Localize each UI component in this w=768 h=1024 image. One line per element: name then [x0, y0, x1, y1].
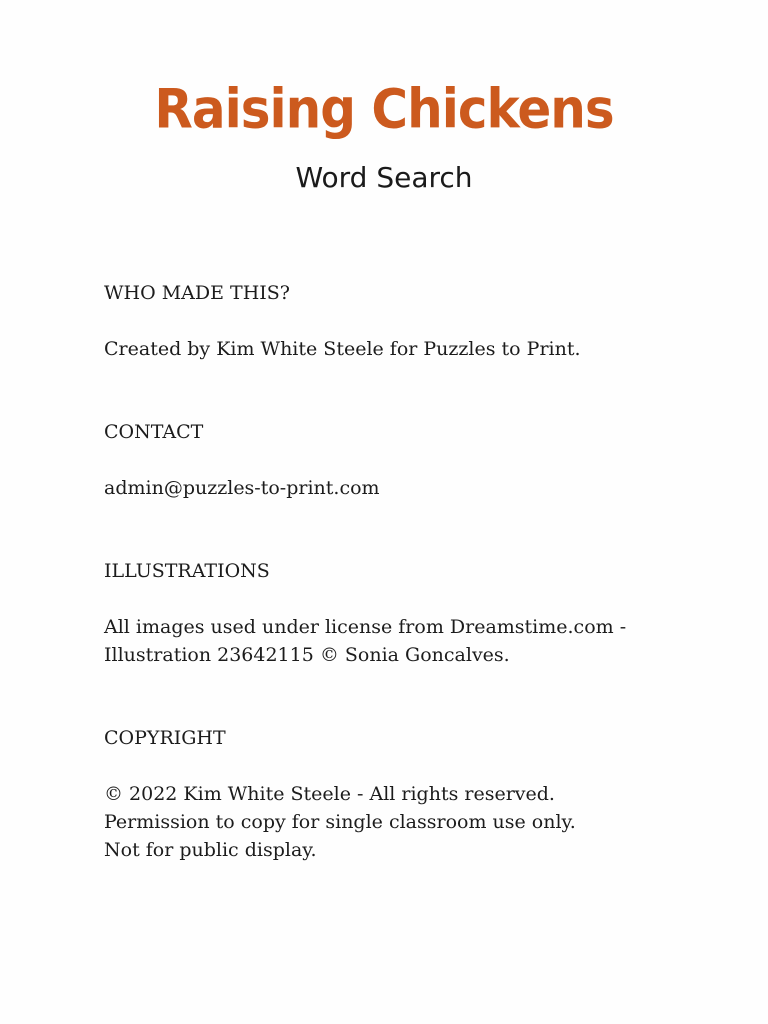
page-subtitle: Word Search — [295, 161, 473, 194]
section-heading: ILLUSTRATIONS — [104, 560, 270, 582]
section-illustrations — [104, 557, 704, 669]
section-line: Permission to copy for single classroom use only. — [104, 811, 576, 833]
section-line: Created by Kim White Steele for Puzzles to Print. — [104, 338, 581, 360]
section-body — [104, 613, 704, 669]
section-body — [104, 474, 704, 502]
section-heading: CONTACT — [104, 421, 204, 443]
section-who-made-this — [104, 279, 704, 363]
section-line: © 2022 Kim White Steele - All rights reserved. — [104, 783, 555, 805]
section-line: Not for public display. — [104, 839, 317, 861]
section-body — [104, 780, 704, 864]
section-heading: WHO MADE THIS? — [104, 282, 290, 304]
contact-email: admin@puzzles-to-print.com — [104, 477, 380, 499]
page-title: Raising Chickens — [154, 77, 614, 141]
section-copyright — [104, 724, 704, 864]
section-body — [104, 335, 704, 363]
credits-content — [104, 279, 704, 864]
section-contact — [104, 418, 704, 502]
section-line: Illustration 23642115 © Sonia Goncalves. — [104, 644, 510, 666]
section-heading: COPYRIGHT — [104, 727, 226, 749]
section-line: All images used under license from Dreamstime.com - — [104, 616, 627, 638]
